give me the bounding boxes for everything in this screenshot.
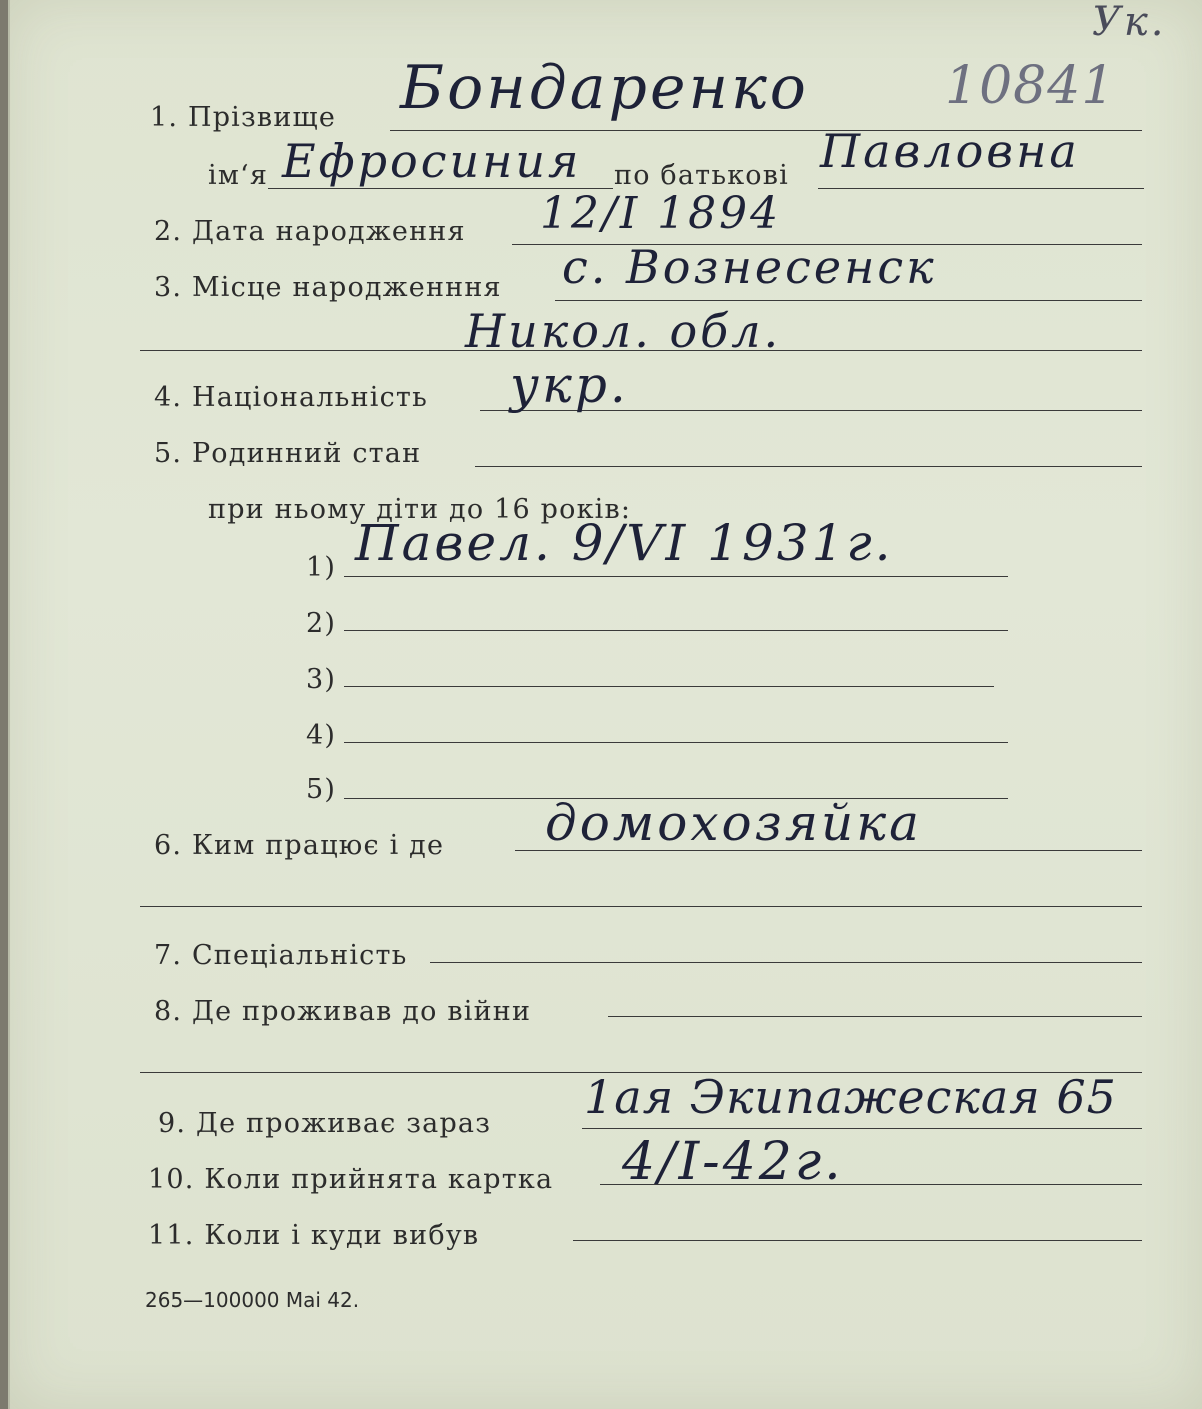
nationality-label: 4. Національність: [154, 382, 428, 413]
child-1-line: [344, 576, 1008, 577]
departed-line: [573, 1240, 1142, 1241]
card-accepted-value: 4/I-42г.: [622, 1132, 844, 1192]
occupation-value: домохозяйка: [545, 794, 922, 852]
child-4-line: [344, 742, 1008, 743]
card-accepted-label: 10. Коли прийнята картка: [148, 1164, 554, 1195]
patronymic-value: Павловна: [820, 124, 1080, 178]
prewar-residence-label: 8. Де проживав до війни: [154, 996, 532, 1027]
current-residence-label: 9. Де проживає зараз: [158, 1108, 492, 1139]
print-footer: 265—100000 Mai 42.: [145, 1288, 360, 1312]
prewar-residence-line: [608, 1016, 1142, 1017]
children-header: при ньому діти до 16 років:: [208, 494, 632, 525]
departed-label: 11. Коли і куди вибув: [148, 1220, 480, 1251]
surname-value: Бондаренко: [400, 53, 809, 123]
birth-date-label: 2. Дата народження: [154, 216, 466, 247]
patronymic-line: [818, 188, 1144, 189]
corner-mark: Ук.: [1092, 0, 1167, 45]
child-2-line: [344, 630, 1008, 631]
first-name-value: Ефросиния: [282, 134, 582, 188]
marital-status-label: 5. Родинний стан: [154, 438, 422, 469]
registration-card: [8, 0, 1202, 1409]
birth-place-line: [555, 300, 1142, 301]
child-1-num: 1): [306, 552, 337, 583]
occupation-line-2: [140, 906, 1142, 907]
current-residence-value: 1ая Экипажеская 65: [584, 1070, 1117, 1124]
birth-place-value: с. Вознесенск: [562, 240, 937, 294]
specialty-label: 7. Спеціальність: [154, 940, 408, 971]
surname-label: 1. Прізвище: [150, 102, 337, 133]
child-2-num: 2): [306, 608, 337, 639]
patronymic-label: по батькові: [614, 160, 789, 191]
child-3-num: 3): [306, 664, 337, 695]
marital-status-line: [475, 466, 1142, 467]
specialty-line: [430, 962, 1142, 963]
first-name-label: ім‘я: [208, 160, 269, 191]
current-residence-line: [582, 1128, 1142, 1129]
nationality-value: укр.: [510, 356, 629, 414]
birth-place-value-2: Никол. обл.: [465, 304, 782, 358]
child-1-value: Павел. 9/VI 1931г.: [355, 514, 894, 572]
card-number: 10841: [945, 56, 1116, 116]
birth-place-label: 3. Місце народженння: [154, 272, 502, 303]
child-3-line: [344, 686, 994, 687]
child-5-num: 5): [306, 774, 337, 805]
child-4-num: 4): [306, 720, 337, 751]
occupation-label: 6. Ким працює і де: [154, 830, 445, 861]
birth-date-value: 12/I 1894: [540, 188, 782, 239]
